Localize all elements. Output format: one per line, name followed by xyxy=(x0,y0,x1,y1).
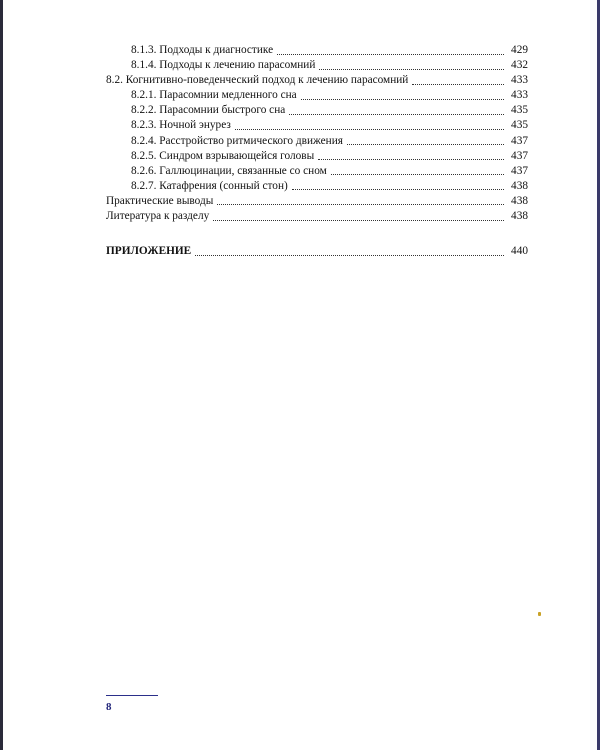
toc-leader-dots xyxy=(195,246,504,256)
toc-leader-dots xyxy=(213,211,504,221)
toc-entry[interactable] xyxy=(106,103,528,118)
toc-entry-title: 8.2.4. Расстройство ритмического движения xyxy=(131,134,343,147)
toc-entry-title: 8.2.5. Синдром взрывающейся головы xyxy=(131,149,315,162)
toc-entry-page: 438 xyxy=(511,194,528,207)
page-number: 8 xyxy=(106,701,112,713)
toc-leader-dots xyxy=(347,135,504,145)
toc-entry-page: 433 xyxy=(511,89,528,102)
toc-entry[interactable] xyxy=(106,73,528,88)
toc-entry-page: 437 xyxy=(511,149,528,162)
toc-entry-title: 8.2.7. Катафрения (сонный стон) xyxy=(131,179,288,192)
toc-entry-page: 437 xyxy=(511,164,528,177)
toc-entry-appendix[interactable] xyxy=(106,244,528,259)
toc-entry-title: 8.1.4. Подходы к лечению парасомний xyxy=(131,59,316,72)
toc-leader-dots xyxy=(318,150,504,160)
toc-entry[interactable] xyxy=(106,149,528,164)
toc-entry[interactable] xyxy=(106,164,528,179)
toc-entry-title: 8.2.1. Парасомнии медленного сна xyxy=(131,89,297,102)
toc-entry-page: 433 xyxy=(511,74,528,87)
toc-appendix-page: 440 xyxy=(511,245,528,258)
toc-leader-dots xyxy=(331,165,504,175)
toc-entry[interactable] xyxy=(106,209,528,224)
toc-entry-title: 8.2. Когнитивно-поведенческий подход к лечению парасомний xyxy=(106,74,409,87)
toc-entry-page: 429 xyxy=(511,44,528,56)
toc-entry-title: 8.1.3. Подходы к диагностике xyxy=(131,44,274,56)
toc-leader-dots xyxy=(235,120,504,130)
toc-entry-page: 435 xyxy=(511,104,528,117)
page-edge-left xyxy=(0,0,3,750)
toc-entry[interactable] xyxy=(106,58,528,73)
scan-speck xyxy=(538,612,541,616)
toc-entry-page: 437 xyxy=(511,134,528,147)
toc-entry-title: 8.2.3. Ночной энурез xyxy=(131,119,231,132)
toc-leader-dots xyxy=(319,60,504,70)
toc-entry[interactable] xyxy=(106,194,528,209)
toc-entry[interactable] xyxy=(106,134,528,149)
toc-entry-title: Практические выводы xyxy=(106,194,214,207)
footer-rule xyxy=(106,695,158,696)
toc-entry[interactable] xyxy=(106,88,528,103)
toc-leader-dots xyxy=(277,45,504,55)
toc-leader-dots xyxy=(292,180,504,190)
toc-entry-title: Литература к разделу xyxy=(106,210,210,223)
toc-leader-dots xyxy=(217,195,504,205)
toc-leader-dots xyxy=(301,90,504,100)
toc-entry-page: 432 xyxy=(511,59,528,72)
toc-entry-page: 438 xyxy=(511,210,528,223)
toc-appendix-title: ПРИЛОЖЕНИЕ xyxy=(106,245,192,258)
toc-entry[interactable] xyxy=(106,118,528,133)
table-of-contents xyxy=(106,43,528,259)
toc-entry-title: 8.2.6. Галлюцинации, связанные со сном xyxy=(131,164,327,177)
toc-entry[interactable] xyxy=(106,43,528,58)
toc-entry-page: 435 xyxy=(511,119,528,132)
toc-entry[interactable] xyxy=(106,179,528,194)
toc-entry-page: 438 xyxy=(511,179,528,192)
toc-leader-dots xyxy=(412,75,504,85)
toc-leader-dots xyxy=(289,105,504,115)
toc-entry-title: 8.2.2. Парасомнии быстрого сна xyxy=(131,104,286,117)
